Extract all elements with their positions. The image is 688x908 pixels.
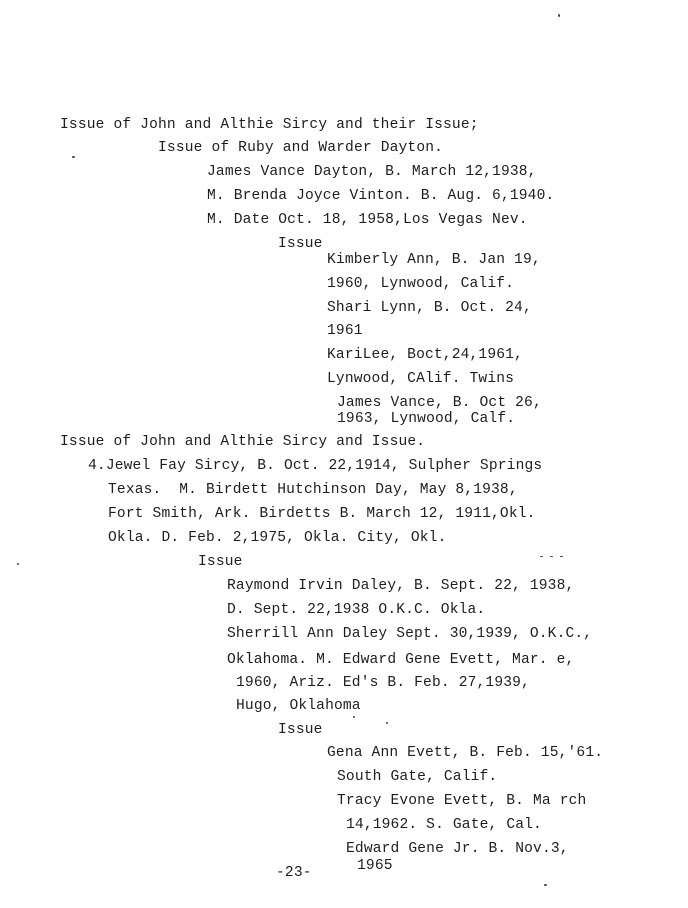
text-line: Shari Lynn, B. Oct. 24, [327, 300, 532, 316]
text-line: Raymond Irvin Daley, B. Sept. 22, 1938, [227, 578, 575, 594]
text-line: 1961 [327, 323, 363, 339]
page-number: -23- [276, 865, 312, 881]
text-line: Tracy Evone Evett, B. Ma rch [337, 793, 587, 809]
text-line: Sherrill Ann Daley Sept. 30,1939, O.K.C., [227, 626, 593, 642]
text-line: James Vance Dayton, B. March 12,1938, [207, 164, 537, 180]
text-line: Issue [198, 554, 243, 570]
scan-speck [17, 563, 19, 565]
text-line: South Gate, Calif. [337, 769, 498, 785]
text-line: Kimberly Ann, B. Jan 19, [327, 252, 541, 268]
text-line: Gena Ann Evett, B. Feb. 15,'61. [327, 745, 604, 761]
text-line: M. Date Oct. 18, 1958,Los Vegas Nev. [207, 212, 528, 228]
text-line: Issue [278, 236, 323, 252]
text-line: Fort Smith, Ark. Birdetts B. March 12, 1911,Okl. [108, 506, 536, 522]
scan-dash [550, 556, 553, 557]
text-line: Okla. D. Feb. 2,1975, Okla. City, Okl. [108, 530, 447, 546]
text-line: Lynwood, CAlif. Twins [327, 371, 515, 387]
text-line: Issue of John and Althie Sircy and their Issue; [60, 117, 479, 133]
text-line: Hugo, Oklahoma [236, 698, 361, 714]
text-line: 1963, Lynwood, Calf. [337, 411, 516, 427]
text-line: 1960, Lynwood, Calif. [327, 276, 515, 292]
text-line: D. Sept. 22,1938 O.K.C. Okla. [227, 602, 486, 618]
scan-speck [386, 722, 388, 724]
text-line: 14,1962. S. Gate, Cal. [346, 817, 542, 833]
scan-dash [540, 556, 543, 557]
text-line: James Vance, B. Oct 26, [337, 395, 542, 411]
text-line: Texas. M. Birdett Hutchinson Day, May 8,1938, [108, 482, 518, 498]
text-line: 1965 [357, 858, 393, 874]
scan-speck [558, 14, 560, 17]
text-line: 4.Jewel Fay Sircy, B. Oct. 22,1914, Sulpher Springs [88, 458, 543, 474]
text-line: 1960, Ariz. Ed's B. Feb. 27,1939, [236, 675, 530, 691]
text-line: Issue of John and Althie Sircy and Issue. [60, 434, 426, 450]
scan-speck [353, 716, 355, 718]
text-line: Issue of Ruby and Warder Dayton. [158, 140, 444, 156]
text-line: M. Brenda Joyce Vinton. B. Aug. 6,1940. [207, 188, 555, 204]
text-line: KariLee, Boct,24,1961, [327, 347, 523, 363]
scan-speck [72, 156, 75, 158]
text-line: Issue [278, 722, 323, 738]
scan-dash [560, 556, 563, 557]
text-line: Edward Gene Jr. B. Nov.3, [346, 841, 569, 857]
scan-speck [544, 884, 547, 886]
text-line: Oklahoma. M. Edward Gene Evett, Mar. e, [227, 652, 575, 668]
